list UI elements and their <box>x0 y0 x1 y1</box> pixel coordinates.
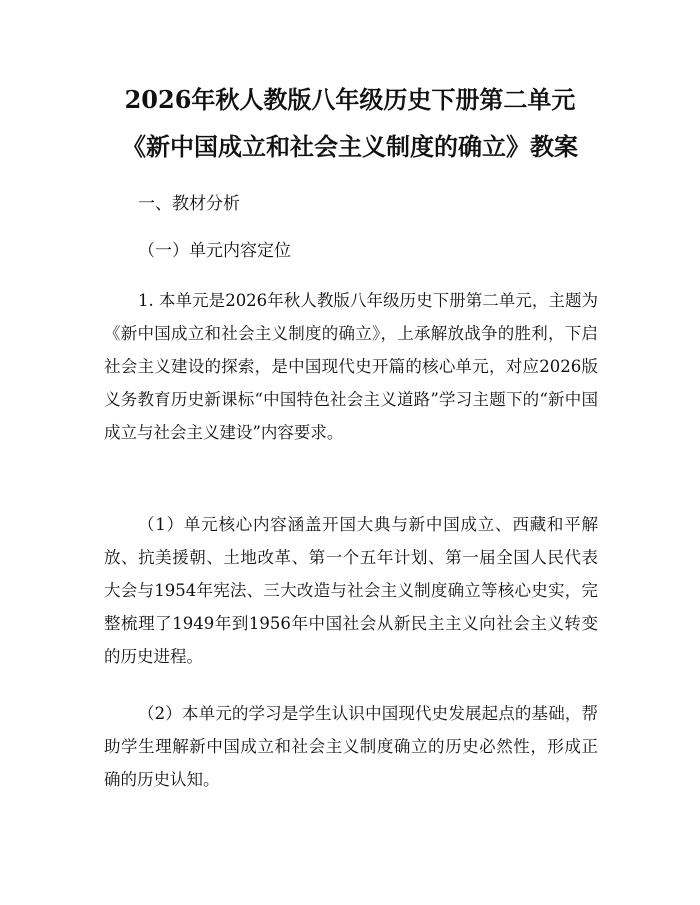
paragraph-2: （1）单元核心内容涵盖开国大典与新中国成立、西藏和平解放、抗美援朝、土地改革、第一个五年计划、第一届全国人民代表大会与1954年宪法、三大改造与社会主义制度确立等核心史实，完整梳理了1949年到1956年中国社会从新民主主义向社会主义转变的历史进程。 <box>104 515 598 666</box>
section-heading: 一、教材分析 <box>138 194 240 214</box>
document-title-line2: 《新中国成立和社会主义制度的确立》教案 <box>122 132 578 161</box>
document-title-line1: 2026年秋人教版八年级历史下册第二单元 <box>124 85 576 114</box>
paragraph-3: （2）本单元的学习是学生认识中国现代史发展起点的基础，帮助学生理解新中国成立和社会主义制度确立的历史必然性，形成正确的历史认知。 <box>104 704 598 789</box>
paragraph-1: 1. 本单元是2026年秋人教版八年级历史下册第二单元，主题为《新中国成立和社会主义制度的确立》，上承解放战争的胜利，下启社会主义建设的探索，是中国现代史开篇的核心单元，对应2026版义务教育历史新课标“中国特色社会主义道路”学习主题下的“新中国成立与社会主义建设”内容要求。 <box>104 291 598 442</box>
subsection-heading: （一）单元内容定位 <box>138 241 291 261</box>
